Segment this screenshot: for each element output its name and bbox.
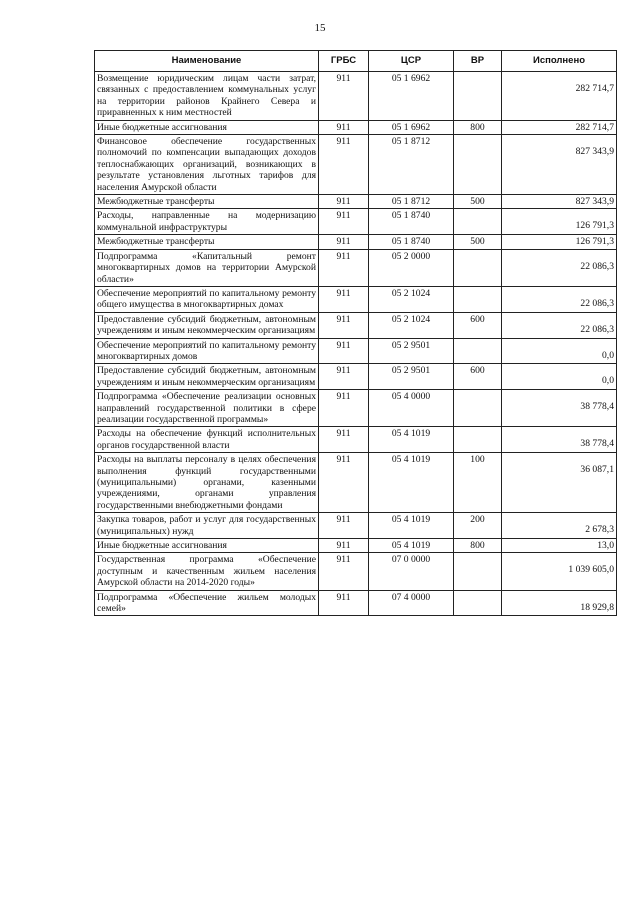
row-name-cell: Предоставление субсидий бюджетным, автономным учреждениям и иным некоммерческим организациям [95, 364, 319, 390]
row-name-cell: Подпрограмма «Капитальный ремонт многоквартирных домов на территории Амурской области» [95, 249, 319, 286]
row-csr-cell: 05 1 8740 [369, 235, 454, 249]
row-vr-cell [454, 249, 502, 286]
row-vr-cell: 600 [454, 312, 502, 338]
row-vr-cell: 200 [454, 513, 502, 539]
header-vr: ВР [454, 51, 502, 72]
row-csr-cell: 05 4 1019 [369, 453, 454, 513]
row-csr-cell: 05 4 1019 [369, 539, 454, 553]
row-executed-value: 38 778,4 [580, 438, 614, 450]
row-vr-cell [454, 590, 502, 616]
row-grbs-cell: 911 [319, 553, 369, 590]
row-executed-value: 22 086,3 [580, 297, 614, 309]
row-executed-cell [502, 364, 617, 390]
row-csr-cell: 05 4 0000 [369, 390, 454, 427]
table-row [95, 235, 617, 249]
row-name-cell: Расходы на выплаты персоналу в целях обеспечения выполнения функций государственными (муниципальными) органами, казенными учреждениями, органами управления государственными внебюджетными фондами [95, 453, 319, 513]
row-executed-value: 0,0 [602, 349, 614, 361]
page-number: 15 [314, 22, 326, 34]
row-grbs-cell: 911 [319, 135, 369, 195]
row-csr-cell: 05 1 8712 [369, 135, 454, 195]
row-name-cell: Расходы, направленные на модернизацию коммунальной инфраструктуры [95, 209, 319, 235]
row-executed-value: 22 086,3 [580, 323, 614, 335]
row-executed-value: 36 087,1 [580, 464, 614, 476]
row-executed-cell [502, 249, 617, 286]
row-name-cell: Подпрограмма «Обеспечение жильем молодых семей» [95, 590, 319, 616]
row-grbs-cell: 911 [319, 427, 369, 453]
header-grbs: ГРБС [319, 51, 369, 72]
row-executed-value: 38 778,4 [580, 401, 614, 413]
row-executed-value: 13,0 [597, 540, 614, 552]
row-grbs-cell: 911 [319, 539, 369, 553]
row-grbs-cell: 911 [319, 286, 369, 312]
row-vr-cell: 800 [454, 539, 502, 553]
row-grbs-cell: 911 [319, 235, 369, 249]
row-executed-cell [502, 553, 617, 590]
row-grbs-cell: 911 [319, 453, 369, 513]
row-executed-value: 282 714,7 [575, 121, 614, 133]
table-row [95, 135, 617, 195]
row-grbs-cell: 911 [319, 249, 369, 286]
row-executed-value: 827 343,9 [575, 146, 614, 158]
row-executed-cell [502, 453, 617, 513]
row-csr-cell: 05 4 1019 [369, 427, 454, 453]
row-executed-cell [502, 513, 617, 539]
row-name-cell: Иные бюджетные ассигнования [95, 539, 319, 553]
header-name: Наименование [95, 51, 319, 72]
table-row [95, 513, 617, 539]
row-csr-cell: 05 1 6962 [369, 72, 454, 121]
row-grbs-cell: 911 [319, 513, 369, 539]
row-executed-cell [502, 590, 617, 616]
table-row [95, 72, 617, 121]
row-csr-cell: 05 2 0000 [369, 249, 454, 286]
row-grbs-cell: 911 [319, 72, 369, 121]
row-executed-value: 1 039 605,0 [568, 564, 614, 576]
row-executed-value: 827 343,9 [575, 196, 614, 208]
row-grbs-cell: 911 [319, 312, 369, 338]
row-csr-cell: 05 1 6962 [369, 120, 454, 134]
row-vr-cell [454, 427, 502, 453]
row-name-cell: Межбюджетные трансферты [95, 235, 319, 249]
row-vr-cell: 800 [454, 120, 502, 134]
row-csr-cell: 07 4 0000 [369, 590, 454, 616]
row-vr-cell: 100 [454, 453, 502, 513]
row-executed-cell [502, 312, 617, 338]
table-row [95, 312, 617, 338]
table-row [95, 209, 617, 235]
row-csr-cell: 05 1 8712 [369, 195, 454, 209]
table-row [95, 590, 617, 616]
row-csr-cell: 05 1 8740 [369, 209, 454, 235]
table-header-row [95, 51, 617, 72]
row-vr-cell: 600 [454, 364, 502, 390]
row-csr-cell: 05 2 9501 [369, 364, 454, 390]
table-row [95, 453, 617, 513]
row-executed-value: 282 714,7 [575, 83, 614, 94]
table-row [95, 553, 617, 590]
row-vr-cell: 500 [454, 195, 502, 209]
row-executed-cell [502, 286, 617, 312]
row-vr-cell [454, 135, 502, 195]
row-executed-cell [502, 338, 617, 364]
row-executed-value: 2 678,3 [585, 524, 614, 536]
row-executed-cell [502, 135, 617, 195]
row-vr-cell [454, 72, 502, 121]
row-grbs-cell: 911 [319, 209, 369, 235]
row-name-cell: Предоставление субсидий бюджетным, автономным учреждениям и иным некоммерческим организациям [95, 312, 319, 338]
row-executed-value: 0,0 [602, 375, 614, 387]
row-executed-cell [502, 209, 617, 235]
row-grbs-cell: 911 [319, 120, 369, 134]
row-vr-cell [454, 390, 502, 427]
row-csr-cell: 05 2 1024 [369, 312, 454, 338]
row-executed-value: 18 929,8 [580, 601, 614, 613]
row-executed-cell [502, 72, 617, 121]
row-csr-cell: 05 4 1019 [369, 513, 454, 539]
row-name-cell: Государственная программа «Обеспечение доступным и качественным жильем населения Амурской области на 2014-2020 годы» [95, 553, 319, 590]
row-executed-cell [502, 235, 617, 249]
row-executed-value: 126 791,3 [575, 236, 614, 248]
row-vr-cell [454, 553, 502, 590]
row-executed-cell [502, 539, 617, 553]
table-row [95, 364, 617, 390]
row-name-cell: Обеспечение мероприятий по капитальному ремонту многоквартирных домов [95, 338, 319, 364]
row-name-cell: Межбюджетные трансферты [95, 195, 319, 209]
table-row [95, 338, 617, 364]
row-name-cell: Закупка товаров, работ и услуг для государственных (муниципальных) нужд [95, 513, 319, 539]
row-executed-cell [502, 120, 617, 134]
header-executed: Исполнено [502, 51, 617, 72]
row-grbs-cell: 911 [319, 590, 369, 616]
table-row [95, 390, 617, 427]
table-row [95, 427, 617, 453]
row-name-cell: Финансовое обеспечение государственных полномочий по компенсации выпадающих доходов теплоснабжающих организаций, возникающих в результате установления льготных тарифов для населения Амурской области [95, 135, 319, 195]
row-vr-cell [454, 209, 502, 235]
table-row [95, 286, 617, 312]
row-executed-cell [502, 390, 617, 427]
table-row [95, 539, 617, 553]
row-executed-value: 126 791,3 [575, 220, 614, 232]
row-vr-cell [454, 286, 502, 312]
row-csr-cell: 07 0 0000 [369, 553, 454, 590]
row-grbs-cell: 911 [319, 338, 369, 364]
row-vr-cell [454, 338, 502, 364]
row-csr-cell: 05 2 1024 [369, 286, 454, 312]
table-row [95, 195, 617, 209]
row-name-cell: Подпрограмма «Обеспечение реализации основных направлений государственной политики в сфере реализации государственной программы» [95, 390, 319, 427]
table-row [95, 120, 617, 134]
header-csr: ЦСР [369, 51, 454, 72]
row-executed-cell [502, 195, 617, 209]
budget-table [94, 50, 617, 616]
row-name-cell: Иные бюджетные ассигнования [95, 120, 319, 134]
table-row [95, 249, 617, 286]
row-executed-cell [502, 427, 617, 453]
row-name-cell: Обеспечение мероприятий по капитальному ремонту общего имущества в многоквартирных домах [95, 286, 319, 312]
row-grbs-cell: 911 [319, 364, 369, 390]
row-name-cell: Возмещение юридическим лицам части затрат, связанных с предоставлением коммунальных услуг на территории районов Крайнего Севера и приравненных к ним местностей [95, 72, 319, 121]
row-csr-cell: 05 2 9501 [369, 338, 454, 364]
row-name-cell: Расходы на обеспечение функций исполнительных органов государственной власти [95, 427, 319, 453]
row-grbs-cell: 911 [319, 195, 369, 209]
row-executed-value: 22 086,3 [580, 260, 614, 272]
row-vr-cell: 500 [454, 235, 502, 249]
row-grbs-cell: 911 [319, 390, 369, 427]
